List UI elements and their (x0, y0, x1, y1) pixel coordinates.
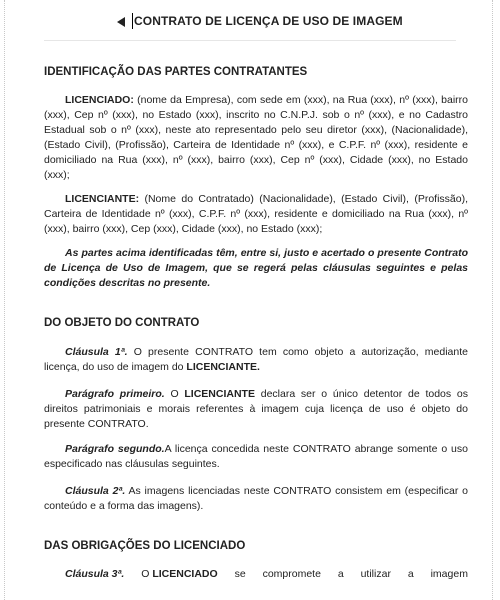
word-se: se (234, 568, 246, 580)
label-licenciado: LICENCIADO: (65, 94, 134, 106)
page-margin-left (4, 0, 5, 600)
text-clause-2: As imagens licenciadas neste CONTRATO consistem em (especificar o conteúdo e a forma das imagens). (44, 485, 468, 512)
text-paragraph-second: A licença concedida neste CONTRATO abrange somente o uso especificado nas cláusulas seguintes. (44, 443, 468, 470)
section-heading-object: DO OBJETO DO CONTRATO (44, 317, 200, 329)
label-clause-2: Cláusula 2ª. (65, 485, 126, 497)
label-paragraph-second: Parágrafo segundo. (65, 443, 165, 455)
label-paragraph-first: Parágrafo primeiro. (65, 388, 165, 400)
paragraph-licenciante (44, 192, 468, 237)
word-compromete: compromete (262, 568, 321, 580)
word-imagem: imagem (430, 568, 468, 580)
bold-licenciante-2: LICENCIANTE (184, 388, 255, 400)
text-paragraph-first-b: declara ser o único detentor de todos os direitos patrimoniais e morais referentes à imagem cuja licença de uso é objeto do presente CONTRATO. (44, 388, 468, 430)
label-clause-1: Cláusula 1ª. (65, 346, 128, 358)
text-cursor (132, 13, 133, 29)
word-a-2: a (407, 568, 414, 580)
text-clause-1: O presente CONTRATO tem como objeto a autorização, mediante licença, do uso de imagem do (44, 346, 468, 373)
paragraph-licenciado (44, 93, 468, 183)
label-clause-3: Cláusula 3ª. (65, 568, 125, 580)
page-margin-right (492, 0, 493, 600)
word-utilizar: utilizar (360, 568, 391, 580)
section-heading-obligations: DAS OBRIGAÇÕES DO LICENCIADO (44, 540, 246, 552)
document-title[interactable]: CONTRATO DE LICENÇA DE USO DE IMAGEM (134, 14, 403, 28)
title-row (0, 10, 500, 34)
heading-marker-icon[interactable] (117, 17, 125, 27)
bold-licenciado: LICENCIADO (152, 568, 218, 580)
word-o: O LICENCIADO (141, 568, 218, 580)
bold-licenciante-1: LICENCIANTE. (186, 361, 260, 373)
title-divider (44, 40, 456, 41)
label-licenciante: LICENCIANTE: (65, 193, 140, 205)
paragraph-parties-agreement: As partes acima identificadas têm, entre si, justo e acertado o presente Contrato de Licença de Uso de Imagem, que se regerá pelas cláusulas seguintes e pelas condições descritas no presente. (44, 247, 468, 289)
paragraph-clause-3 (65, 568, 468, 580)
text-licenciante: (Nome do Contratado) (Nacionalidade), (Estado Civil), (Profissão), Carteira de Identidade nº (xxx), C.P.F. nº (xxx), residente e domiciliado na Rua (xxx), nº (xxx), bairro (xxx), Cep (xxx), Cidade (xxx), no Estado (xxx); (44, 193, 468, 235)
paragraph-clause-2 (44, 484, 468, 514)
paragraph-clause-1 (44, 345, 468, 375)
text-licenciado: (nome da Empresa), com sede em (xxx), na Rua (xxx), nº (xxx), bairro (xxx), Cep nº (xxx), no Estado (xxx), inscrito no C.N.P.J. sob o nº (xxx), e no Cadastro Estadual sob o nº (xxx), neste ato representado pelo seu diretor (xxx), (Nacionalidade), (Estado Civil), (Profissão), Carteira de Identidade nº (xxx), e C.P.F. nº (xxx), residente e domiciliado na Rua (xxx), nº (xxx), bairro (xxx), Cep nº (xxx), Cidade (xxx), no Estado (xxx); (44, 94, 468, 181)
paragraph-second (44, 442, 468, 472)
section-heading-parties: IDENTIFICAÇÃO DAS PARTES CONTRATANTES (44, 66, 308, 78)
paragraph-first (44, 387, 468, 432)
word-a: a (337, 568, 344, 580)
text-paragraph-first-a: O (164, 388, 185, 400)
